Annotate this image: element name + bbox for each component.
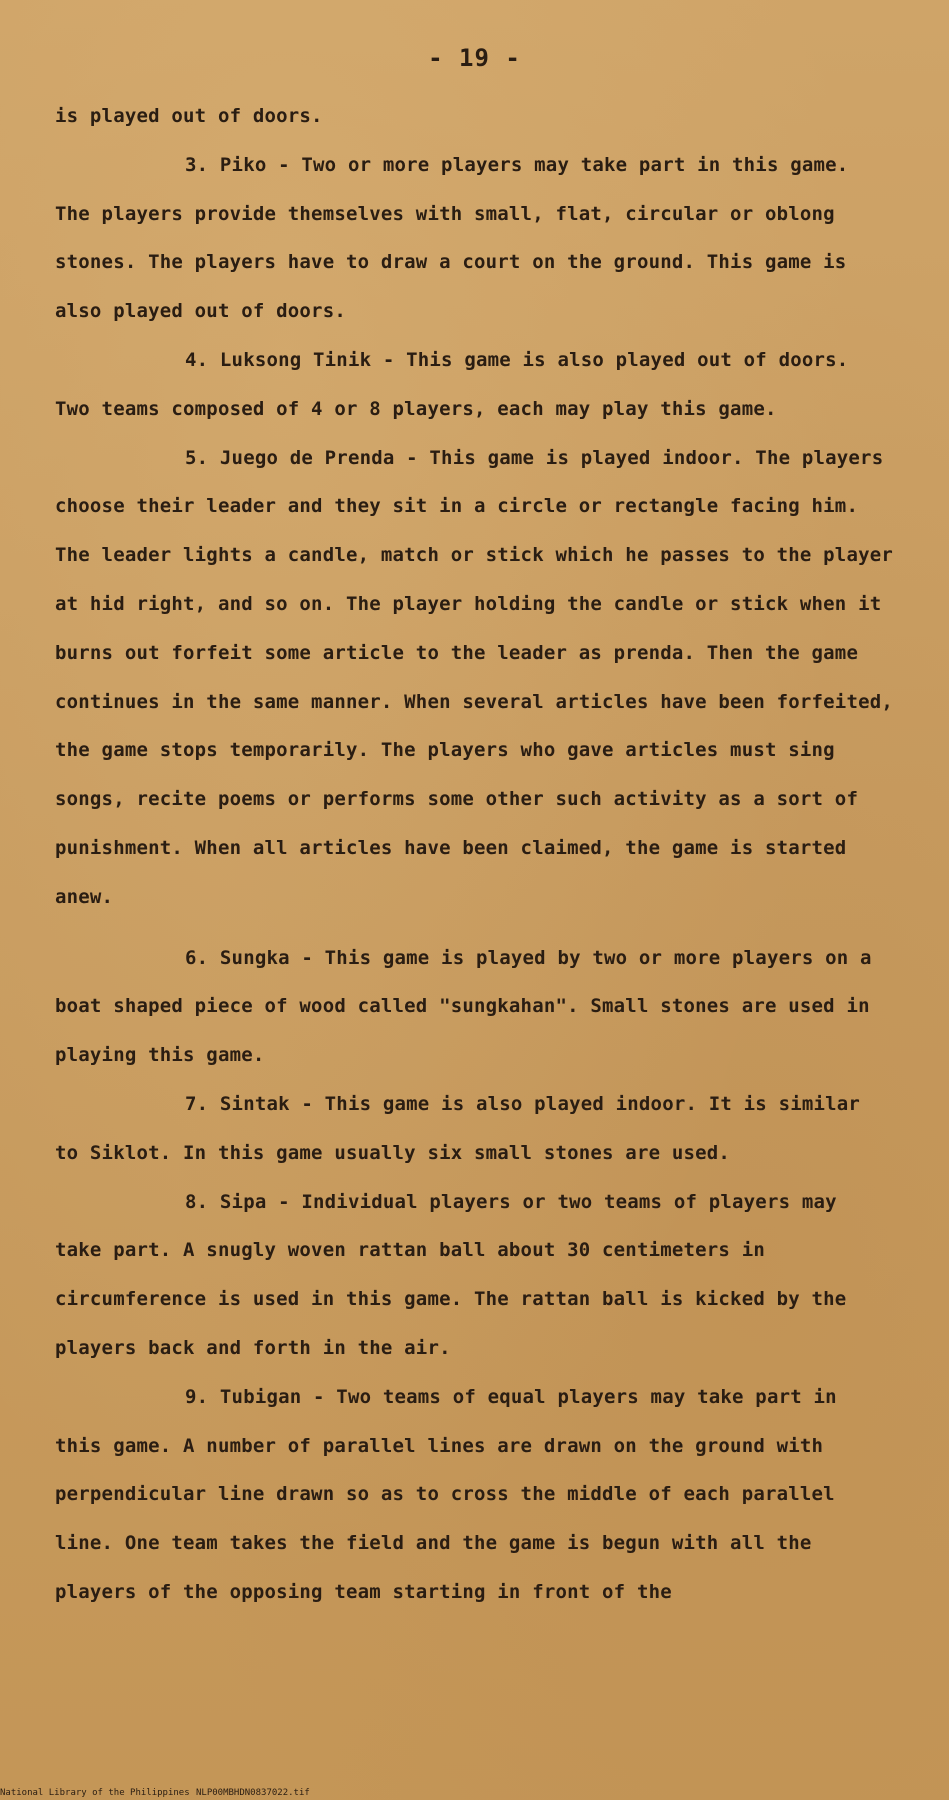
- paragraph-continuation: is played out of doors.: [55, 105, 323, 127]
- paragraph-tubigan: 9. Tubigan - Two teams of equal players may take part in this game. A number of parallel lines are drawn on the ground with perpendicular line drawn so as to cross the middle of each parallel line. One team takes the field and the game is begun with all the players of the opposing team starting in front of the: [55, 1385, 837, 1603]
- paragraph-luksong-tinik: 4. Luksong Tinik - This game is also played out of doors. Two teams composed of 4 or 8 players, each may play this game.: [55, 348, 849, 420]
- footer-library: National Library of the Philippines: [0, 1788, 190, 1798]
- footer-file-id: NLP00MBHDN0837022.tif: [196, 1788, 310, 1798]
- paragraph-piko: 3. Piko - Two or more players may take part in this game. The players provide themselves with small, flat, circular or oblong stones. The players have to draw a court on the ground. This game is also played out of doors.: [55, 153, 849, 323]
- body-text: [55, 92, 893, 1617]
- page-number: - 19 -: [428, 44, 521, 72]
- paragraph-juego-de-prenda: 5. Juego de Prenda - This game is played indoor. The players choose their leader and they sit in a circle or rectangle facing him. The leader lights a candle, match or stick which he passes to the player at hid right, and so on. The player holding the candle or stick when it burns out forfeit some article to the leader as prenda. Then the game continues in the same manner. When several articles have been forfeited, the game stops temporarily. The players who gave articles must sing songs, recite poems or performs some other such activity as a sort of punishment. When all articles have been claimed, the game is started anew.: [55, 446, 894, 908]
- paragraph-sungka: 6. Sungka - This game is played by two or more players on a boat shaped piece of wood called "sungkahan". Small stones are used in playing this game.: [55, 946, 872, 1067]
- paragraph-sipa: 8. Sipa - Individual players or two teams of players may take part. A snugly woven rattan ball about 30 centimeters in circumference is used in this game. The rattan ball is kicked by the players back and forth in the air.: [55, 1190, 847, 1359]
- paragraph-sintak: 7. Sintak - This game is also played indoor. It is similar to Siklot. In this game usually six small stones are used.: [55, 1092, 861, 1164]
